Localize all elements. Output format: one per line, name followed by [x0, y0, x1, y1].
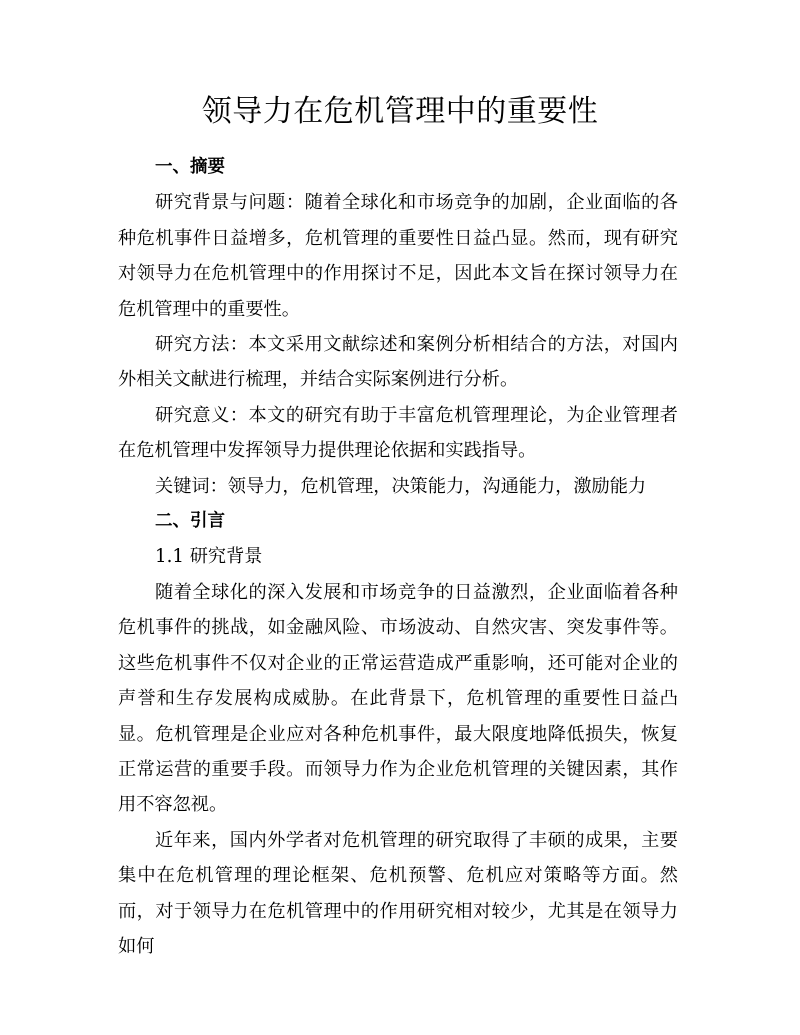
abstract-method-paragraph: 研究方法：本文采用文献综述和案例分析相结合的方法，对国内外相关文献进行梳理，并结合实际案例进行分析。: [118, 334, 678, 391]
document-title: 领导力在危机管理中的重要性: [201, 94, 599, 129]
keywords-line: 关键词：领导力，危机管理，决策能力，沟通能力，激励能力: [155, 475, 647, 497]
intro-heading: 二、引言: [155, 511, 225, 532]
intro-sub-heading: 1.1 研究背景: [155, 546, 263, 568]
abstract-significance-paragraph: 研究意义：本文的研究有助于丰富危机管理理论，为企业管理者在危机管理中发挥领导力提供理论依据和实践指导。: [118, 404, 678, 462]
intro-paragraph-2: 近年来，国内外学者对危机管理的研究取得了丰硕的成果，主要集中在危机管理的理论框架、危机预警、危机应对策略等方面。然而，对于领导力在危机管理中的作用研究相对较少，尤其是在领导力如何: [118, 829, 678, 957]
document-body: [118, 150, 678, 964]
abstract-heading: 一、摘要: [155, 157, 225, 177]
abstract-background-paragraph: 研究背景与问题：随着全球化和市场竞争的加剧，企业面临的各种危机事件日益增多，危机管理的重要性日益凸显。然而，现有研究对领导力在危机管理中的作用探讨不足，因此本文旨在探讨领导力在危机管理中的重要性。: [118, 192, 678, 320]
intro-paragraph-1: 随着全球化的深入发展和市场竞争的日益激烈，企业面临着各种危机事件的挑战，如金融风险、市场波动、自然灾害、突发事件等。这些危机事件不仅对企业的正常运营造成严重影响，还可能对企业的声誉和生存发展构成威胁。在此背景下，危机管理的重要性日益凸显。危机管理是企业应对各种危机事件，最大限度地降低损失，恢复正常运营的重要手段。而领导力作为企业危机管理的关键因素，其作用不容忽视。: [118, 581, 678, 816]
